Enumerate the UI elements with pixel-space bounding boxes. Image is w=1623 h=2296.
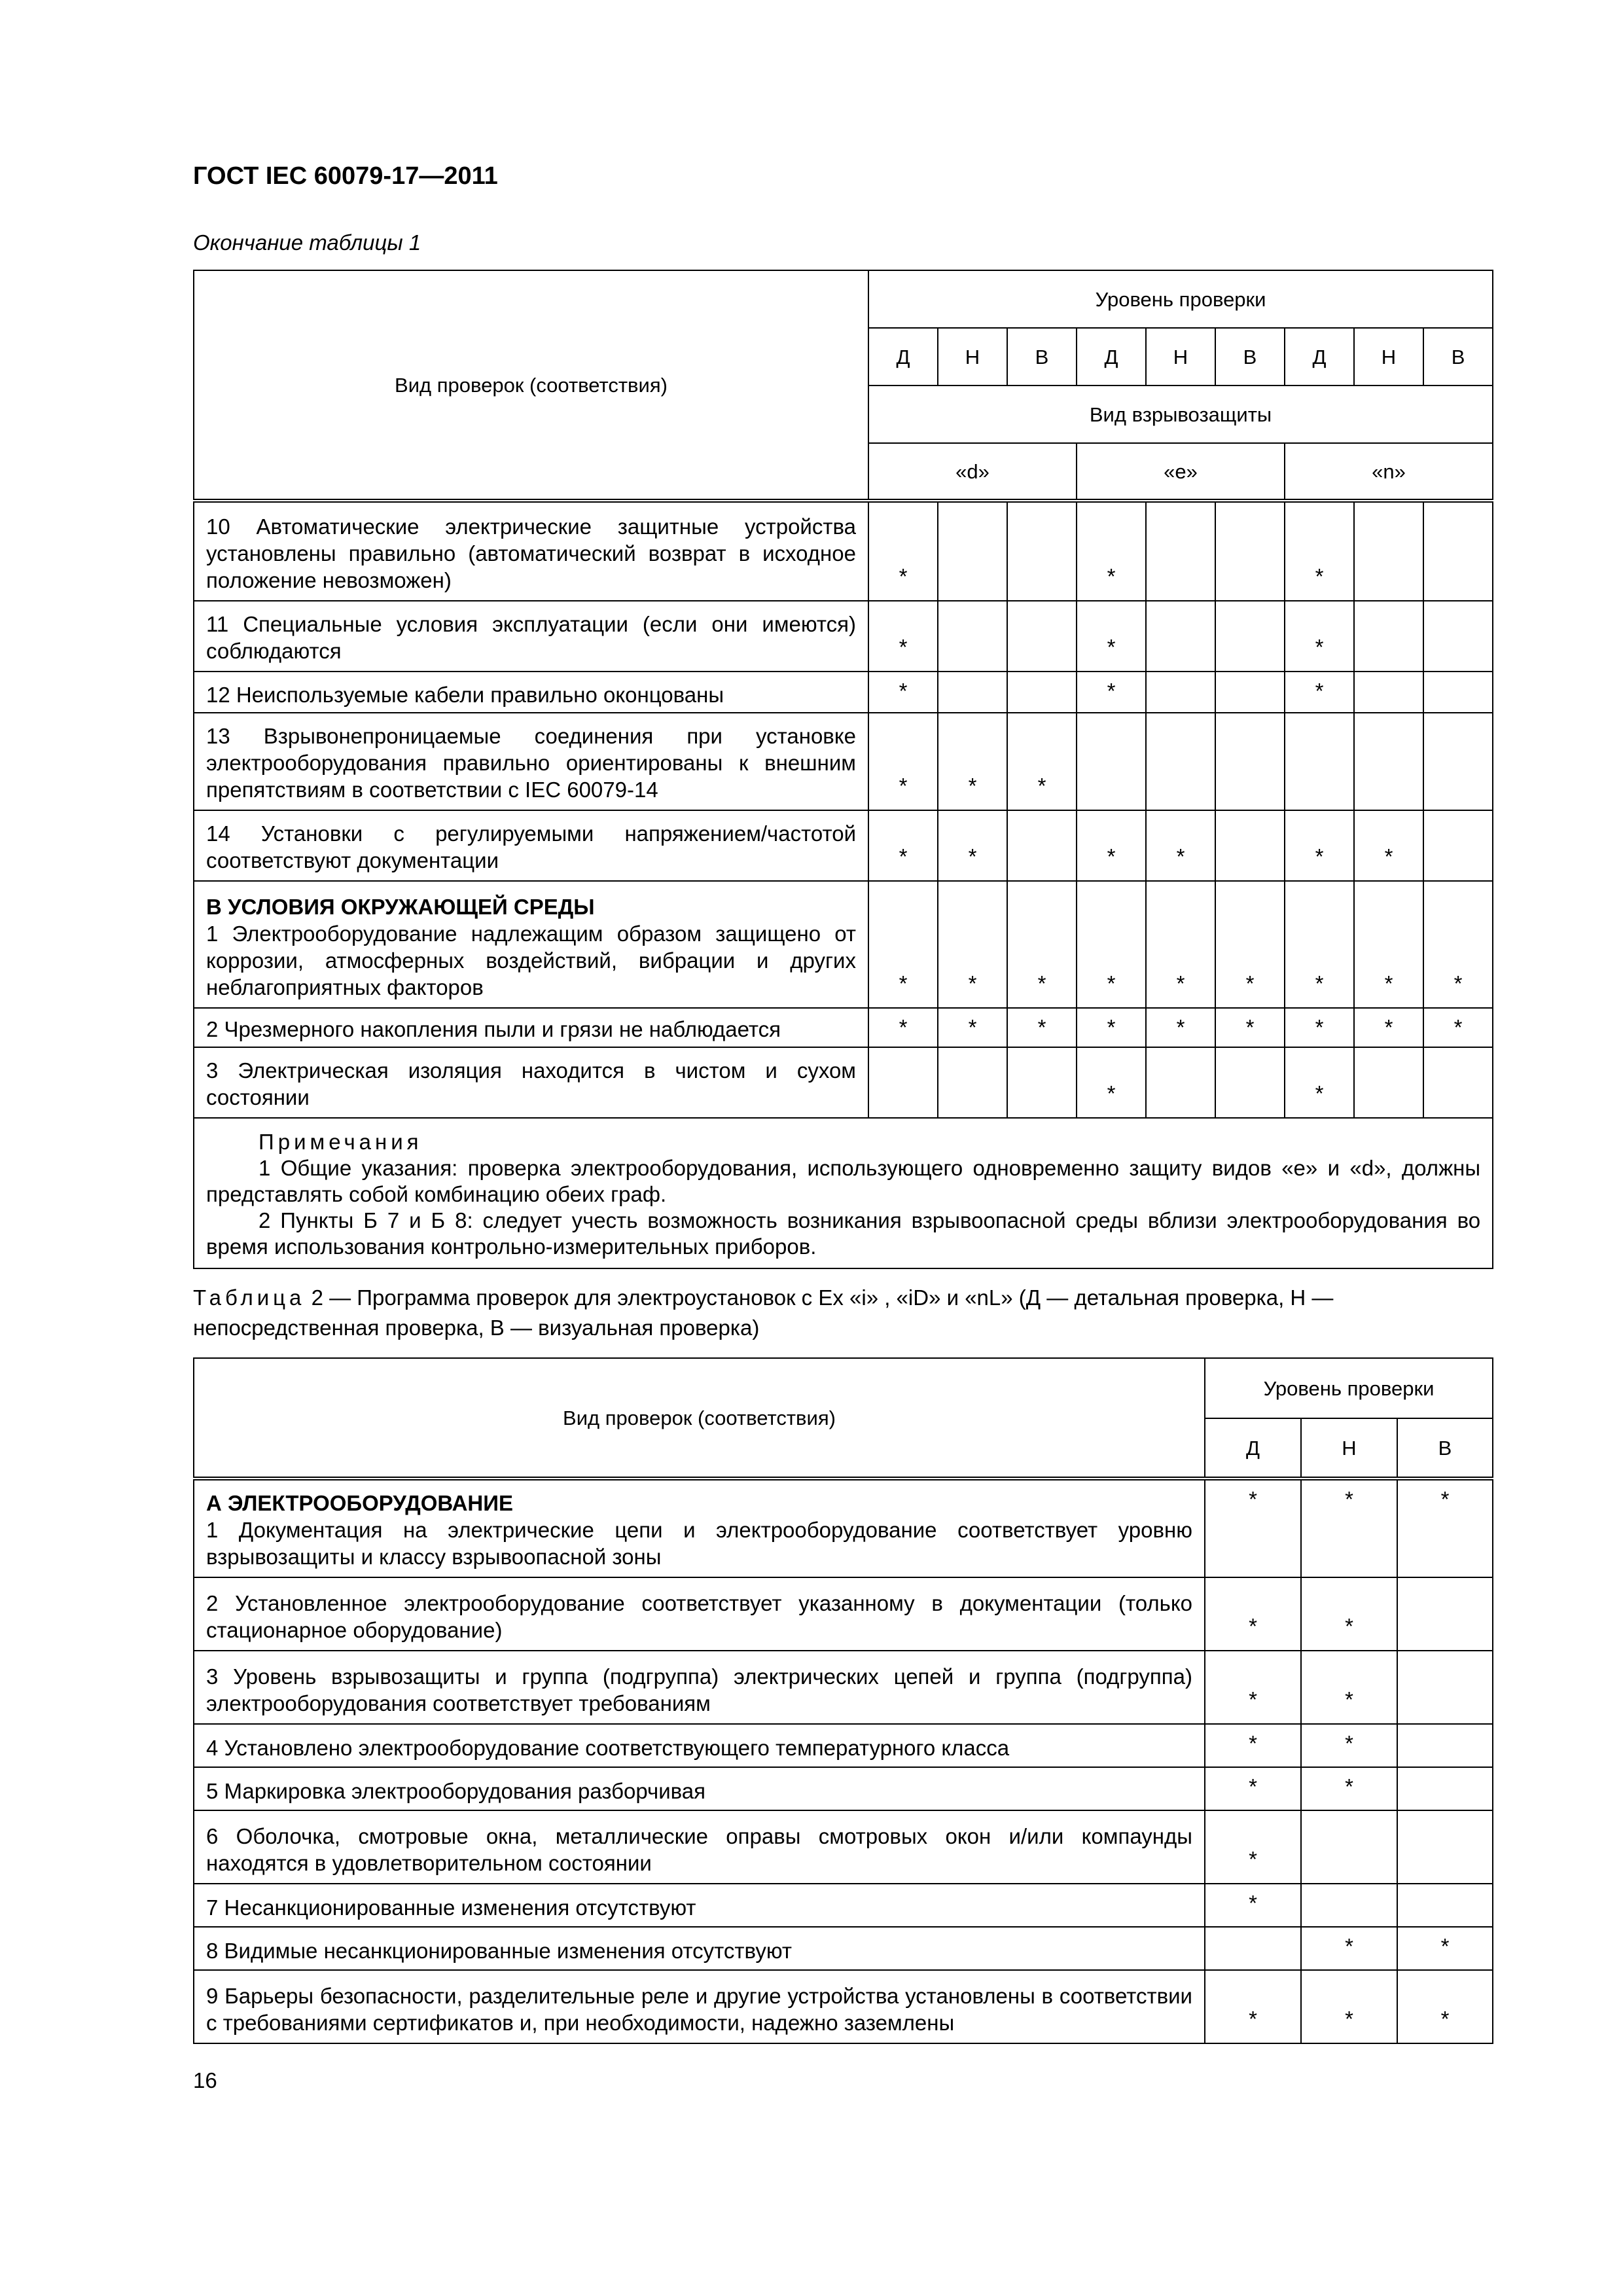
table-row: [194, 1724, 1493, 1767]
row-description: 11 Специальные условия эксплуатации (если они имеются) соблюдаются: [194, 601, 868, 672]
note-item: 1 Общие указания: проверка электрооборудования, использующего одновременно защиту видов «e» и «d», должны представлять собой комбинацию обеих граф.: [206, 1156, 1481, 1206]
mark-cell: *: [868, 501, 938, 601]
mark-cell: *: [1301, 1651, 1397, 1724]
row-description: 6 Оболочка, смотровые окна, металлические оправы смотровых окон и/или компаунды находятся в удовлетворительном состоянии: [194, 1810, 1205, 1884]
mark-cell: [1423, 1047, 1493, 1118]
table-row: [194, 501, 1493, 601]
mark-cell: [1215, 1047, 1285, 1118]
mark-cell: [1397, 1810, 1493, 1884]
table-row: [194, 1047, 1493, 1118]
table-row: [194, 810, 1493, 881]
mark-cell: [1215, 501, 1285, 601]
mark-cell: [1423, 713, 1493, 810]
row-description: 5 Маркировка электрооборудования разборчивая: [194, 1767, 1205, 1810]
mark-cell: *: [938, 881, 1007, 1008]
mark-cell: [1301, 1810, 1397, 1884]
row-description: 10 Автоматические электрические защитные устройства установлены правильно (автоматический возврат в исходное положение невозможен): [194, 501, 868, 601]
mark-cell: *: [1423, 881, 1493, 1008]
row-description: 8 Видимые несанкционированные изменения отсутствуют: [194, 1927, 1205, 1970]
mark-cell: *: [1146, 1008, 1215, 1047]
table1-level-cell: Д: [1077, 328, 1146, 386]
mark-cell: *: [1354, 1008, 1423, 1047]
mark-cell: *: [1215, 881, 1285, 1008]
mark-cell: [1215, 713, 1285, 810]
table2-level-cell: В: [1397, 1418, 1493, 1479]
mark-cell: [1205, 1927, 1301, 1970]
mark-cell: [1146, 601, 1215, 672]
mark-cell: [1007, 810, 1077, 881]
mark-cell: *: [868, 672, 938, 713]
mark-cell: *: [1007, 881, 1077, 1008]
table2-caption-text: 2 — Программа проверок для электроустановок с Ex «i» , «iD» и «nL» (Д — детальная проверка, Н — непосредственная проверка, В — визуальная проверка): [193, 1285, 1334, 1340]
table-row: [194, 1810, 1493, 1884]
table1-caption: Окончание таблицы 1: [193, 230, 421, 255]
mark-cell: *: [1077, 601, 1146, 672]
mark-cell: *: [938, 810, 1007, 881]
table2: [193, 1357, 1493, 2044]
mark-cell: *: [1285, 1047, 1354, 1118]
mark-cell: [1301, 1884, 1397, 1927]
mark-cell: *: [1077, 1008, 1146, 1047]
mark-cell: [1354, 601, 1423, 672]
row-text: 1 Документация на электрические цепи и электрооборудование соответствует уровню взрывозащиты и классу взрывоопасной зоны: [206, 1518, 1192, 1569]
note-item: 2 Пункты Б 7 и Б 8: следует учесть возможность возникания взрывоопасной среды вблизи электрооборудования во время использования контрольно-измерительных приборов.: [206, 1208, 1481, 1259]
table-row: [194, 1479, 1493, 1577]
row-description: [194, 881, 868, 1008]
mark-cell: [1423, 501, 1493, 601]
mark-cell: *: [1205, 1767, 1301, 1810]
mark-cell: [1423, 601, 1493, 672]
mark-cell: [1007, 501, 1077, 601]
mark-cell: *: [1077, 1047, 1146, 1118]
mark-cell: [938, 1047, 1007, 1118]
mark-cell: *: [1146, 810, 1215, 881]
mark-cell: *: [1215, 1008, 1285, 1047]
table-row: [194, 1008, 1493, 1047]
mark-cell: [1397, 1651, 1493, 1724]
mark-cell: *: [1077, 881, 1146, 1008]
mark-cell: [938, 501, 1007, 601]
mark-cell: [1007, 601, 1077, 672]
mark-cell: *: [1205, 1479, 1301, 1577]
table2-level-cell: Н: [1301, 1418, 1397, 1479]
table-row: [194, 1767, 1493, 1810]
mark-cell: *: [1205, 1970, 1301, 2043]
table-row: [194, 1884, 1493, 1927]
table1-notes-row: [194, 1118, 1493, 1268]
mark-cell: *: [1077, 501, 1146, 601]
mark-cell: *: [1397, 1927, 1493, 1970]
table1-level-cell: В: [1215, 328, 1285, 386]
mark-cell: [1354, 501, 1423, 601]
section-heading: А ЭЛЕКТРООБОРУДОВАНИЕ: [206, 1491, 513, 1515]
row-description: 3 Электрическая изоляция находится в чистом и сухом состоянии: [194, 1047, 868, 1118]
table-row: [194, 601, 1493, 672]
mark-cell: *: [1301, 1970, 1397, 2043]
mark-cell: *: [1301, 1927, 1397, 1970]
mark-cell: *: [1205, 1651, 1301, 1724]
table1-level-cell: Н: [1354, 328, 1423, 386]
mark-cell: *: [868, 881, 938, 1008]
mark-cell: *: [1301, 1577, 1397, 1651]
table1-header-protection: Вид взрывозащиты: [868, 386, 1493, 443]
table1-notes: [194, 1118, 1493, 1268]
mark-cell: *: [1397, 1970, 1493, 2043]
document-code: ГОСТ IEC 60079-17—2011: [193, 162, 498, 190]
mark-cell: *: [1205, 1884, 1301, 1927]
row-text: 1 Электрооборудование надлежащим образом защищено от коррозии, атмосферных воздействий, вибрации и других неблагоприятных факторов: [206, 922, 856, 999]
table-row: [194, 1651, 1493, 1724]
mark-cell: [938, 601, 1007, 672]
mark-cell: [1397, 1884, 1493, 1927]
mark-cell: [1215, 672, 1285, 713]
table1-level-cell: В: [1007, 328, 1077, 386]
table-row: [194, 1927, 1493, 1970]
mark-cell: *: [1354, 810, 1423, 881]
table1-group-cell: «e»: [1077, 443, 1285, 501]
mark-cell: *: [1285, 601, 1354, 672]
mark-cell: *: [1077, 672, 1146, 713]
page-number: 16: [193, 2068, 217, 2092]
table1-level-cell: Д: [1285, 328, 1354, 386]
row-description: 13 Взрывонепроницаемые соединения при установке электрооборудования правильно ориентированы к внешним препятствиям в соответствии с IEC 60079-14: [194, 713, 868, 810]
mark-cell: [1007, 1047, 1077, 1118]
table-row: [194, 1577, 1493, 1651]
table1-group-cell: «d»: [868, 443, 1077, 501]
table2-level-cell: Д: [1205, 1418, 1301, 1479]
mark-cell: *: [1354, 881, 1423, 1008]
mark-cell: *: [1285, 672, 1354, 713]
mark-cell: [1146, 501, 1215, 601]
table-row: [194, 672, 1493, 713]
row-description: 7 Несанкционированные изменения отсутствуют: [194, 1884, 1205, 1927]
mark-cell: *: [1007, 1008, 1077, 1047]
mark-cell: *: [868, 601, 938, 672]
mark-cell: *: [1285, 881, 1354, 1008]
mark-cell: [938, 672, 1007, 713]
table-row: [194, 881, 1493, 1008]
row-description: 9 Барьеры безопасности, разделительные реле и другие устройства установлены в соответствии с требованиями сертификатов и, при необходимости, надежно заземлены: [194, 1970, 1205, 2043]
mark-cell: *: [1205, 1724, 1301, 1767]
table2-header-level: Уровень проверки: [1205, 1358, 1493, 1418]
mark-cell: *: [1007, 713, 1077, 810]
mark-cell: [1285, 713, 1354, 810]
mark-cell: *: [1205, 1810, 1301, 1884]
mark-cell: [1146, 672, 1215, 713]
mark-cell: *: [1077, 810, 1146, 881]
mark-cell: *: [1285, 501, 1354, 601]
mark-cell: [1423, 810, 1493, 881]
mark-cell: *: [1301, 1724, 1397, 1767]
mark-cell: *: [1397, 1479, 1493, 1577]
table1: [193, 270, 1493, 1269]
mark-cell: [1215, 810, 1285, 881]
table1-level-cell: Н: [1146, 328, 1215, 386]
mark-cell: [1397, 1724, 1493, 1767]
mark-cell: [1397, 1577, 1493, 1651]
row-description: [194, 1479, 1205, 1577]
mark-cell: *: [868, 810, 938, 881]
mark-cell: [1077, 713, 1146, 810]
mark-cell: [1354, 672, 1423, 713]
mark-cell: [868, 1047, 938, 1118]
table2-caption: [193, 1283, 1489, 1343]
mark-cell: *: [1301, 1479, 1397, 1577]
table-row: [194, 713, 1493, 810]
mark-cell: [1354, 1047, 1423, 1118]
table2-header-vid: Вид проверок (соответствия): [194, 1358, 1205, 1479]
mark-cell: [1423, 672, 1493, 713]
mark-cell: *: [938, 713, 1007, 810]
mark-cell: *: [1285, 1008, 1354, 1047]
mark-cell: [1397, 1767, 1493, 1810]
table2-caption-label: Таблица: [193, 1285, 306, 1310]
row-description: 4 Установлено электрооборудование соответствующего температурного класса: [194, 1724, 1205, 1767]
mark-cell: [1215, 601, 1285, 672]
mark-cell: *: [1301, 1767, 1397, 1810]
table1-level-cell: В: [1423, 328, 1493, 386]
table1-header-level: Уровень проверки: [868, 270, 1493, 328]
mark-cell: [1146, 1047, 1215, 1118]
row-description: 12 Неиспользуемые кабели правильно оконцованы: [194, 672, 868, 713]
table1-level-cell: Н: [938, 328, 1007, 386]
mark-cell: [1007, 672, 1077, 713]
row-description: 2 Установленное электрооборудование соответствует указанному в документации (только стационарное оборудование): [194, 1577, 1205, 1651]
table1-level-cell: Д: [868, 328, 938, 386]
mark-cell: *: [1146, 881, 1215, 1008]
mark-cell: *: [868, 713, 938, 810]
row-description: 2 Чрезмерного накопления пыли и грязи не наблюдается: [194, 1008, 868, 1047]
mark-cell: [1146, 713, 1215, 810]
table1-group-cell: «n»: [1285, 443, 1493, 501]
mark-cell: *: [1205, 1577, 1301, 1651]
mark-cell: *: [868, 1008, 938, 1047]
row-description: 3 Уровень взрывозащиты и группа (подгруппа) электрических цепей и группа (подгруппа) электрооборудования соответствует требованиям: [194, 1651, 1205, 1724]
mark-cell: *: [1423, 1008, 1493, 1047]
notes-title: Примечания: [259, 1130, 423, 1154]
section-heading: В УСЛОВИЯ ОКРУЖАЮЩЕЙ СРЕДЫ: [206, 895, 595, 919]
mark-cell: [1354, 713, 1423, 810]
table-row: [194, 1970, 1493, 2043]
mark-cell: *: [1285, 810, 1354, 881]
table1-header-vid: Вид проверок (соответствия): [194, 270, 868, 501]
mark-cell: *: [938, 1008, 1007, 1047]
row-description: 14 Установки с регулируемыми напряжением/частотой соответствуют документации: [194, 810, 868, 881]
